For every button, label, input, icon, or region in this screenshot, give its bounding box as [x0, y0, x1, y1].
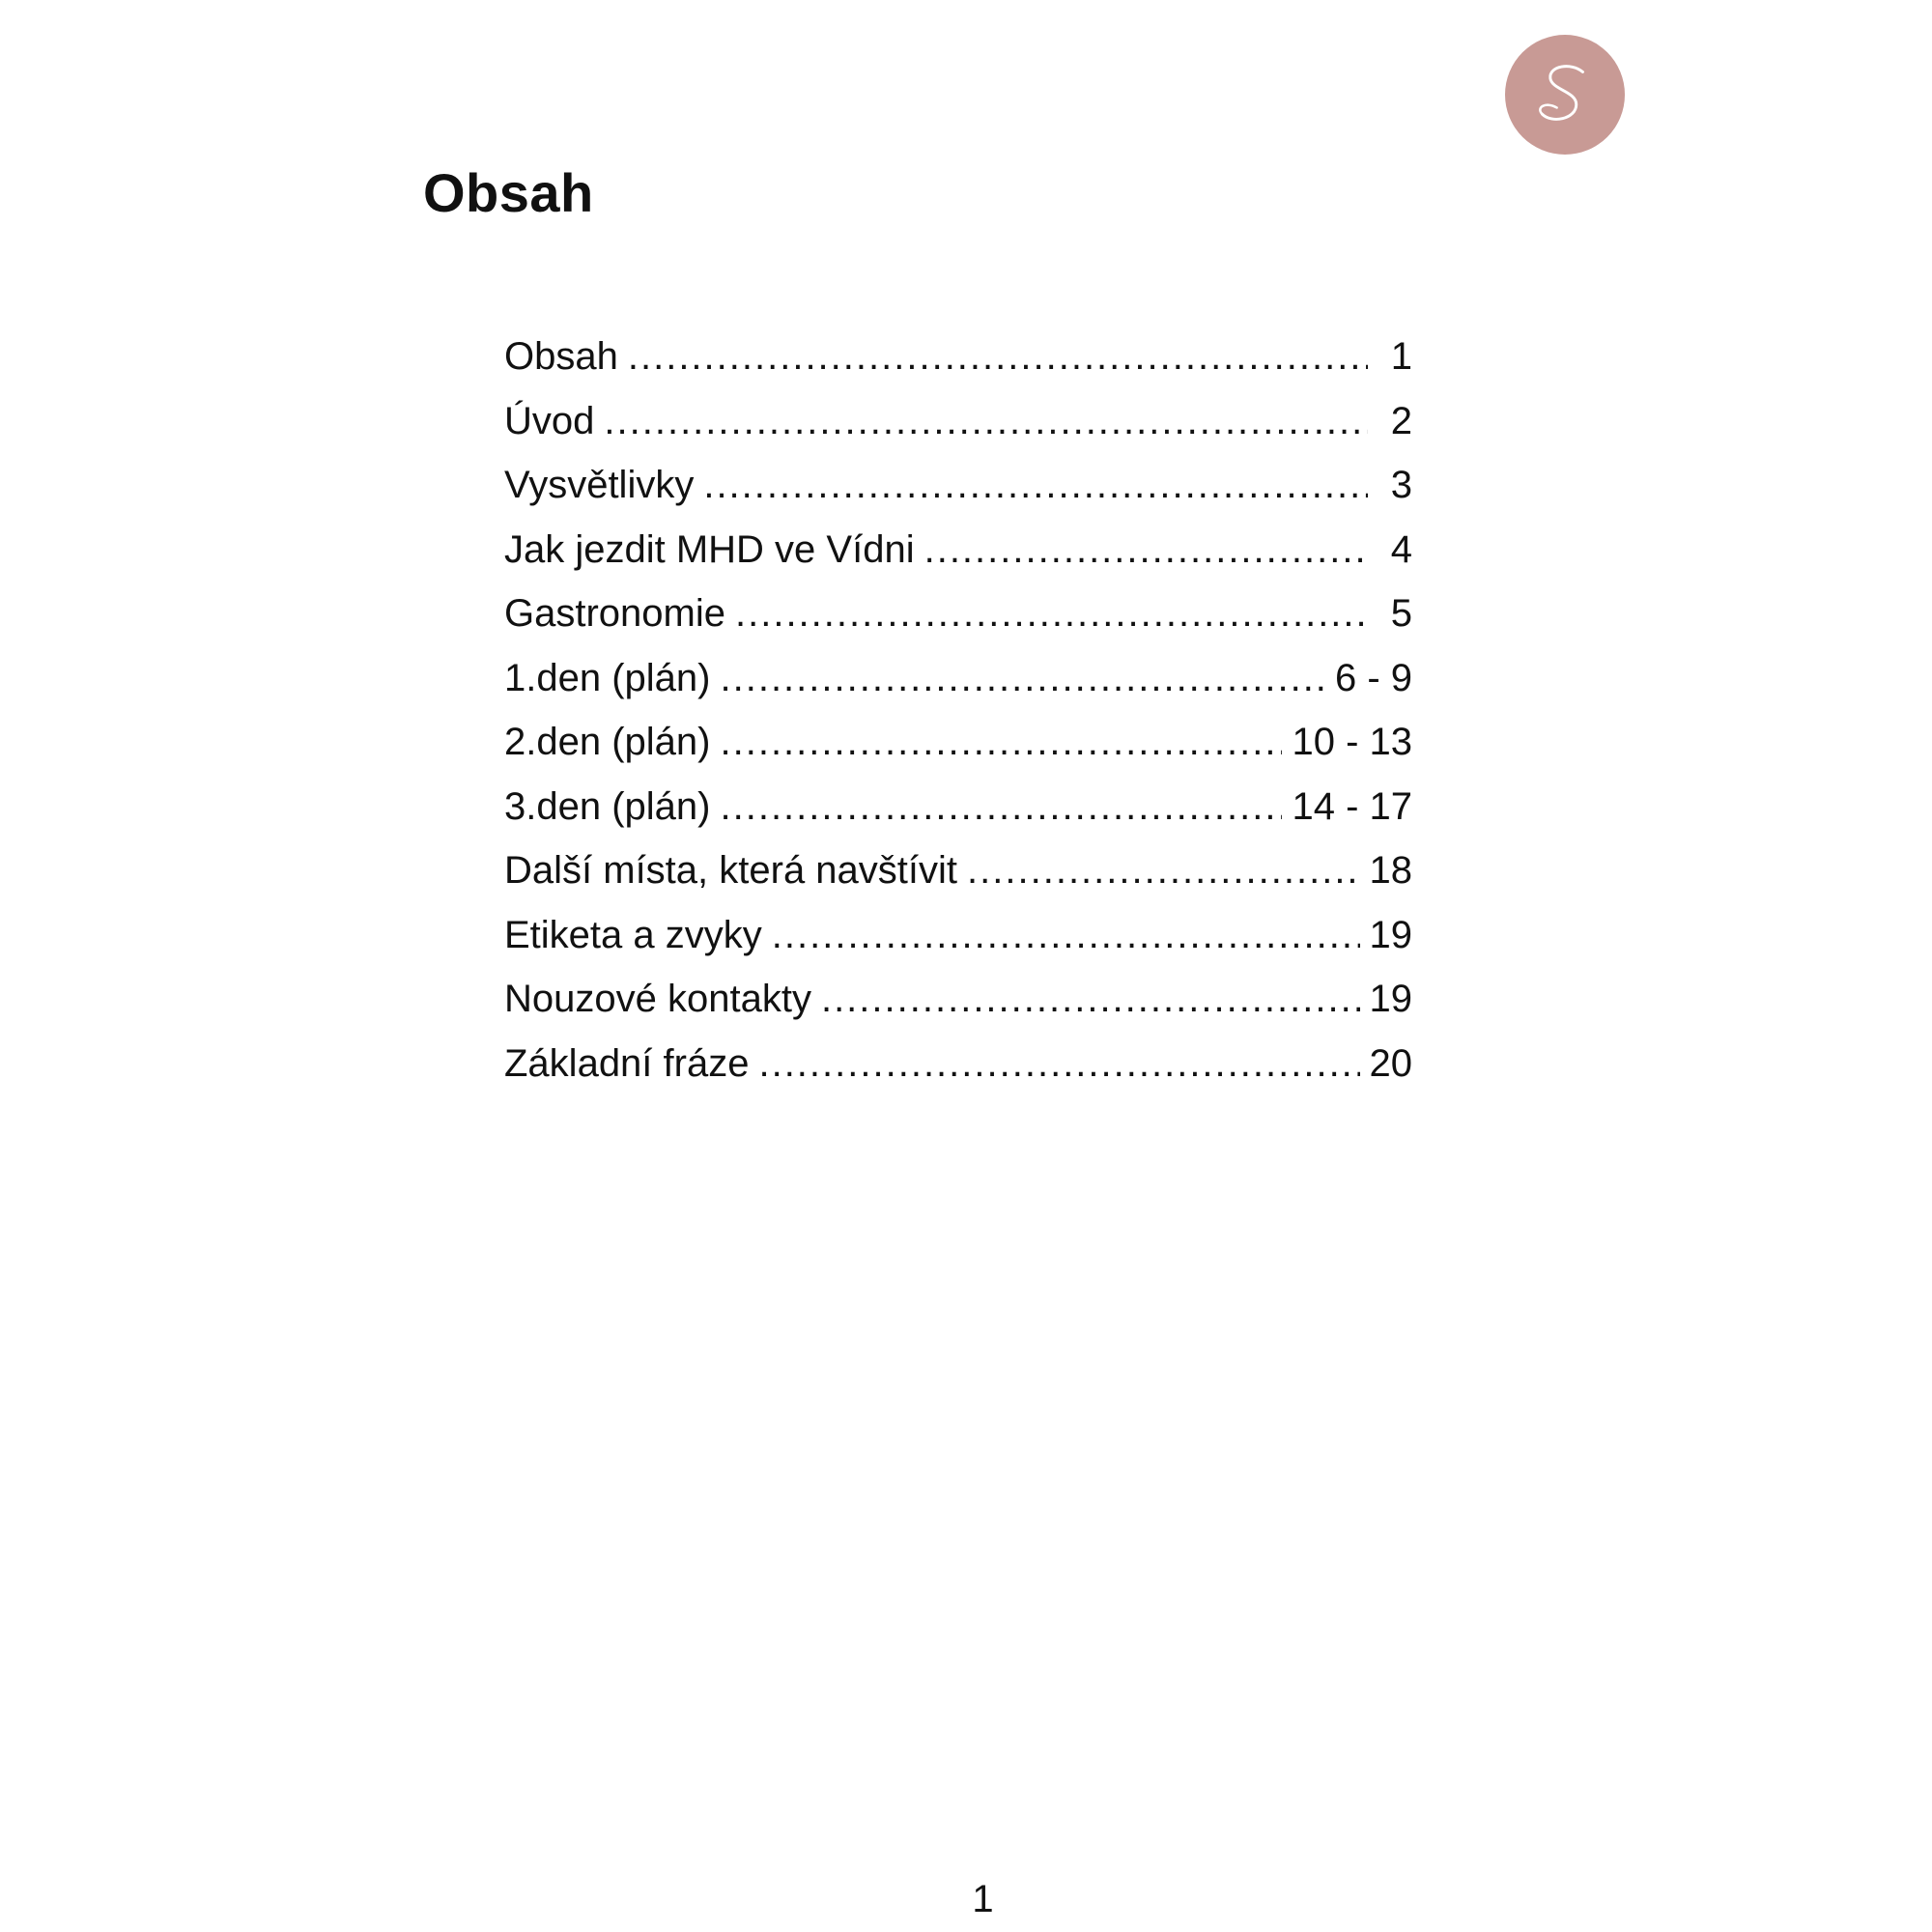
toc-entry-title: Úvod — [504, 399, 595, 442]
toc-entry-page: 18 — [1369, 849, 1412, 892]
toc-entry-title: 1.den (plán) — [504, 656, 711, 699]
toc-dot-leader — [604, 389, 1368, 454]
toc-entry-title: Jak jezdit MHD ve Vídni — [504, 527, 915, 571]
toc-entry-title: Etiketa a zvyky — [504, 913, 762, 956]
toc-entry[interactable] — [504, 967, 1412, 1032]
toc-entry[interactable] — [504, 582, 1412, 646]
toc-entry-page: 2 — [1390, 399, 1412, 442]
toc-entry-page: 1 — [1390, 335, 1412, 378]
toc-dot-leader — [703, 453, 1368, 518]
toc-entry-page: 4 — [1390, 527, 1412, 571]
toc-entry[interactable] — [504, 389, 1412, 454]
toc-entry[interactable] — [504, 710, 1412, 775]
table-of-contents — [504, 325, 1412, 1095]
toc-entry-page: 10 - 13 — [1292, 721, 1412, 763]
toc-entry[interactable] — [504, 1032, 1412, 1096]
toc-entry[interactable] — [504, 775, 1412, 839]
toc-entry-title: Obsah — [504, 335, 618, 378]
toc-entry[interactable] — [504, 838, 1412, 903]
toc-dot-leader — [735, 582, 1368, 646]
toc-entry-title: 3.den (plán) — [504, 784, 711, 828]
toc-dot-leader — [720, 710, 1282, 775]
toc-dot-leader — [821, 967, 1360, 1032]
toc-entry[interactable] — [504, 518, 1412, 582]
toc-entry-page: 20 — [1369, 1041, 1412, 1085]
toc-entry-title: 2.den (plán) — [504, 721, 711, 763]
toc-entry[interactable] — [504, 646, 1412, 711]
toc-dot-leader — [772, 903, 1360, 968]
toc-entry-page: 6 - 9 — [1334, 656, 1412, 699]
toc-entry-page: 14 - 17 — [1292, 784, 1412, 828]
toc-entry-page: 19 — [1369, 978, 1412, 1020]
page-number: 1 — [972, 1878, 994, 1920]
script-s-logo-icon — [1524, 54, 1605, 135]
toc-dot-leader — [758, 1032, 1359, 1096]
toc-entry-title: Základní fráze — [504, 1041, 750, 1085]
toc-entry-page: 19 — [1369, 913, 1412, 956]
toc-entry[interactable] — [504, 903, 1412, 968]
toc-entry-page: 5 — [1390, 592, 1412, 635]
toc-entry-title: Další místa, která navštívit — [504, 849, 958, 892]
toc-dot-leader — [924, 518, 1368, 582]
toc-dot-leader — [720, 775, 1282, 839]
toc-entry-title: Vysvětlivky — [504, 464, 695, 506]
toc-entry[interactable] — [504, 325, 1412, 389]
brand-logo — [1505, 35, 1625, 155]
toc-dot-leader — [967, 838, 1359, 903]
toc-entry-title: Nouzové kontakty — [504, 978, 811, 1020]
toc-entry-page: 3 — [1390, 464, 1412, 506]
toc-entry[interactable] — [504, 453, 1412, 518]
toc-entry-title: Gastronomie — [504, 592, 725, 635]
toc-dot-leader — [720, 646, 1324, 711]
page-title: Obsah — [423, 162, 594, 223]
toc-dot-leader — [628, 325, 1368, 389]
